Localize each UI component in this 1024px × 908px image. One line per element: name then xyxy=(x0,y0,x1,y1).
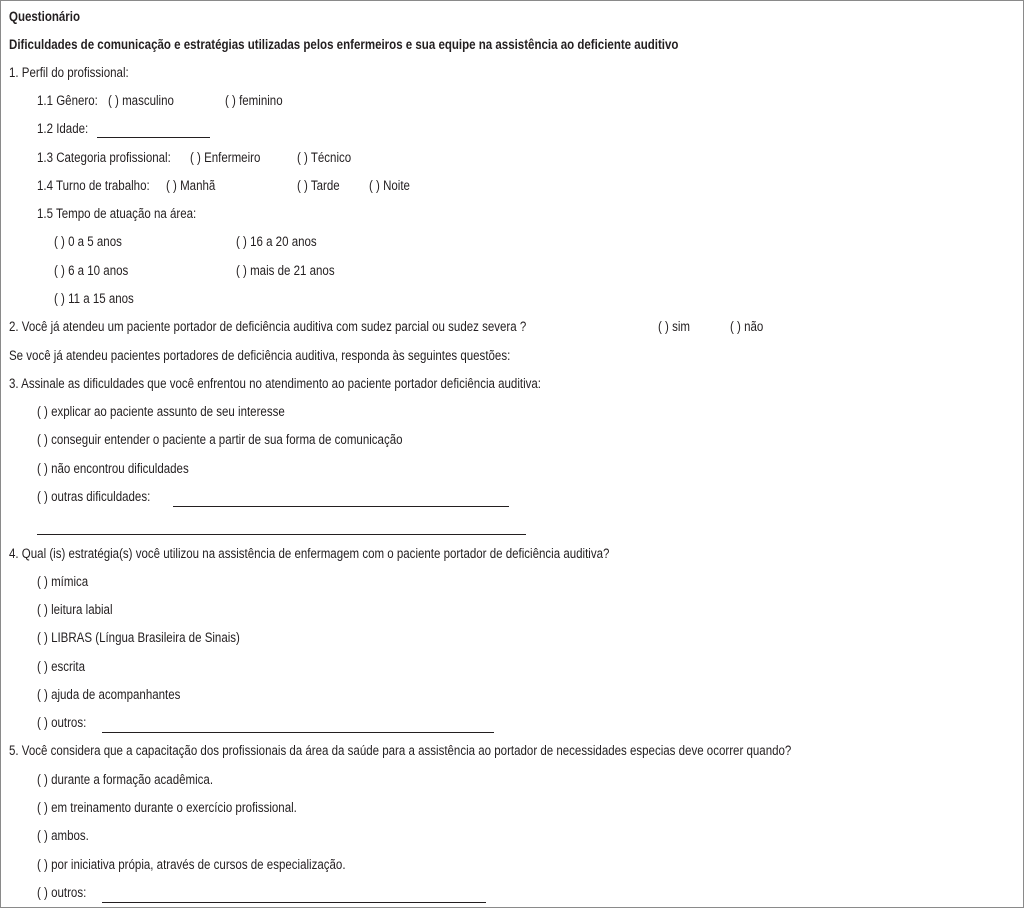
q4-option-libras[interactable]: ( ) LIBRAS (Língua Brasileira de Sinais) xyxy=(37,630,240,645)
q5-text: 5. Você considera que a capacitação dos profissionais da área da saúde para a assistência ao portador de necessidades especias deve ocorrer quando? xyxy=(9,743,792,758)
q4-option-writing[interactable]: ( ) escrita xyxy=(37,659,85,674)
q5-other-answer-line[interactable] xyxy=(102,902,486,903)
q3-other-answer-line[interactable] xyxy=(173,506,509,507)
q1-category-label: 1.3 Categoria profissional: xyxy=(37,150,171,165)
q3-other-answer-line-2[interactable] xyxy=(37,534,526,535)
questionnaire-title: Questionário xyxy=(9,9,81,24)
q1-shift-option-afternoon[interactable]: ( ) Tarde xyxy=(297,178,340,193)
questionnaire-subtitle: Dificuldades de comunicação e estratégias utilizadas pelos enfermeiros e sua equipe na assistência ao deficiente auditivo xyxy=(9,37,679,52)
q5-option-other[interactable]: ( ) outros: xyxy=(37,885,87,900)
q4-text: 4. Qual (is) estratégia(s) você utilizou na assistência de enfermagem com o paciente portador de deficiência auditiva? xyxy=(9,546,610,561)
q3-option-no-difficulty[interactable]: ( ) não encontrou dificuldades xyxy=(37,461,189,476)
q4-option-companions[interactable]: ( ) ajuda de acompanhantes xyxy=(37,687,181,702)
q1-time-option-16-20[interactable]: ( ) 16 a 20 anos xyxy=(236,234,317,249)
q1-time-option-21-plus[interactable]: ( ) mais de 21 anos xyxy=(236,263,335,278)
q1-shift-option-morning[interactable]: ( ) Manhã xyxy=(166,178,216,193)
q4-option-other[interactable]: ( ) outros: xyxy=(37,715,87,730)
q5-option-own-initiative[interactable]: ( ) por iniciativa própia, através de cursos de especialização. xyxy=(37,857,346,872)
q1-time-option-0-5[interactable]: ( ) 0 a 5 anos xyxy=(54,234,122,249)
q1-heading: 1. Perfil do profissional: xyxy=(9,65,129,80)
q2-option-no[interactable]: ( ) não xyxy=(730,319,764,334)
q1-gender-option-female[interactable]: ( ) feminino xyxy=(225,93,283,108)
q3-option-understand[interactable]: ( ) conseguir entender o paciente a partir de sua forma de comunicação xyxy=(37,432,403,447)
q5-option-academic[interactable]: ( ) durante a formação acadêmica. xyxy=(37,772,214,787)
q1-time-option-6-10[interactable]: ( ) 6 a 10 anos xyxy=(54,263,129,278)
q1-time-label: 1.5 Tempo de atuação na área: xyxy=(37,206,197,221)
q1-gender-label: 1.1 Gênero: xyxy=(37,93,98,108)
q3-option-other[interactable]: ( ) outras dificuldades: xyxy=(37,489,151,504)
q1-shift-option-night[interactable]: ( ) Noite xyxy=(369,178,410,193)
q1-category-option-technician[interactable]: ( ) Técnico xyxy=(297,150,352,165)
q1-shift-label: 1.4 Turno de trabalho: xyxy=(37,178,150,193)
instructions-note: Se você já atendeu pacientes portadores de deficiência auditiva, responda às seguintes questões: xyxy=(9,348,511,363)
q4-option-mimicry[interactable]: ( ) mímica xyxy=(37,574,89,589)
q3-text: 3. Assinale as dificuldades que você enfrentou no atendimento ao paciente portador deficiência auditiva: xyxy=(9,376,542,391)
q5-option-both[interactable]: ( ) ambos. xyxy=(37,828,89,843)
q1-age-label: 1.2 Idade: xyxy=(37,121,89,136)
q5-option-training[interactable]: ( ) em treinamento durante o exercício profissional. xyxy=(37,800,297,815)
q2-text: 2. Você já atendeu um paciente portador de deficiência auditiva com sudez parcial ou sudez severa ? xyxy=(9,319,527,334)
q4-option-lip-reading[interactable]: ( ) leitura labial xyxy=(37,602,113,617)
q2-option-yes[interactable]: ( ) sim xyxy=(658,319,690,334)
q1-gender-option-male[interactable]: ( ) masculino xyxy=(108,93,174,108)
q4-other-answer-line[interactable] xyxy=(102,732,494,733)
q1-category-option-nurse[interactable]: ( ) Enfermeiro xyxy=(190,150,261,165)
q1-time-option-11-15[interactable]: ( ) 11 a 15 anos xyxy=(54,291,134,306)
q3-option-explain[interactable]: ( ) explicar ao paciente assunto de seu interesse xyxy=(37,404,285,419)
q1-age-answer-line[interactable] xyxy=(97,137,210,138)
